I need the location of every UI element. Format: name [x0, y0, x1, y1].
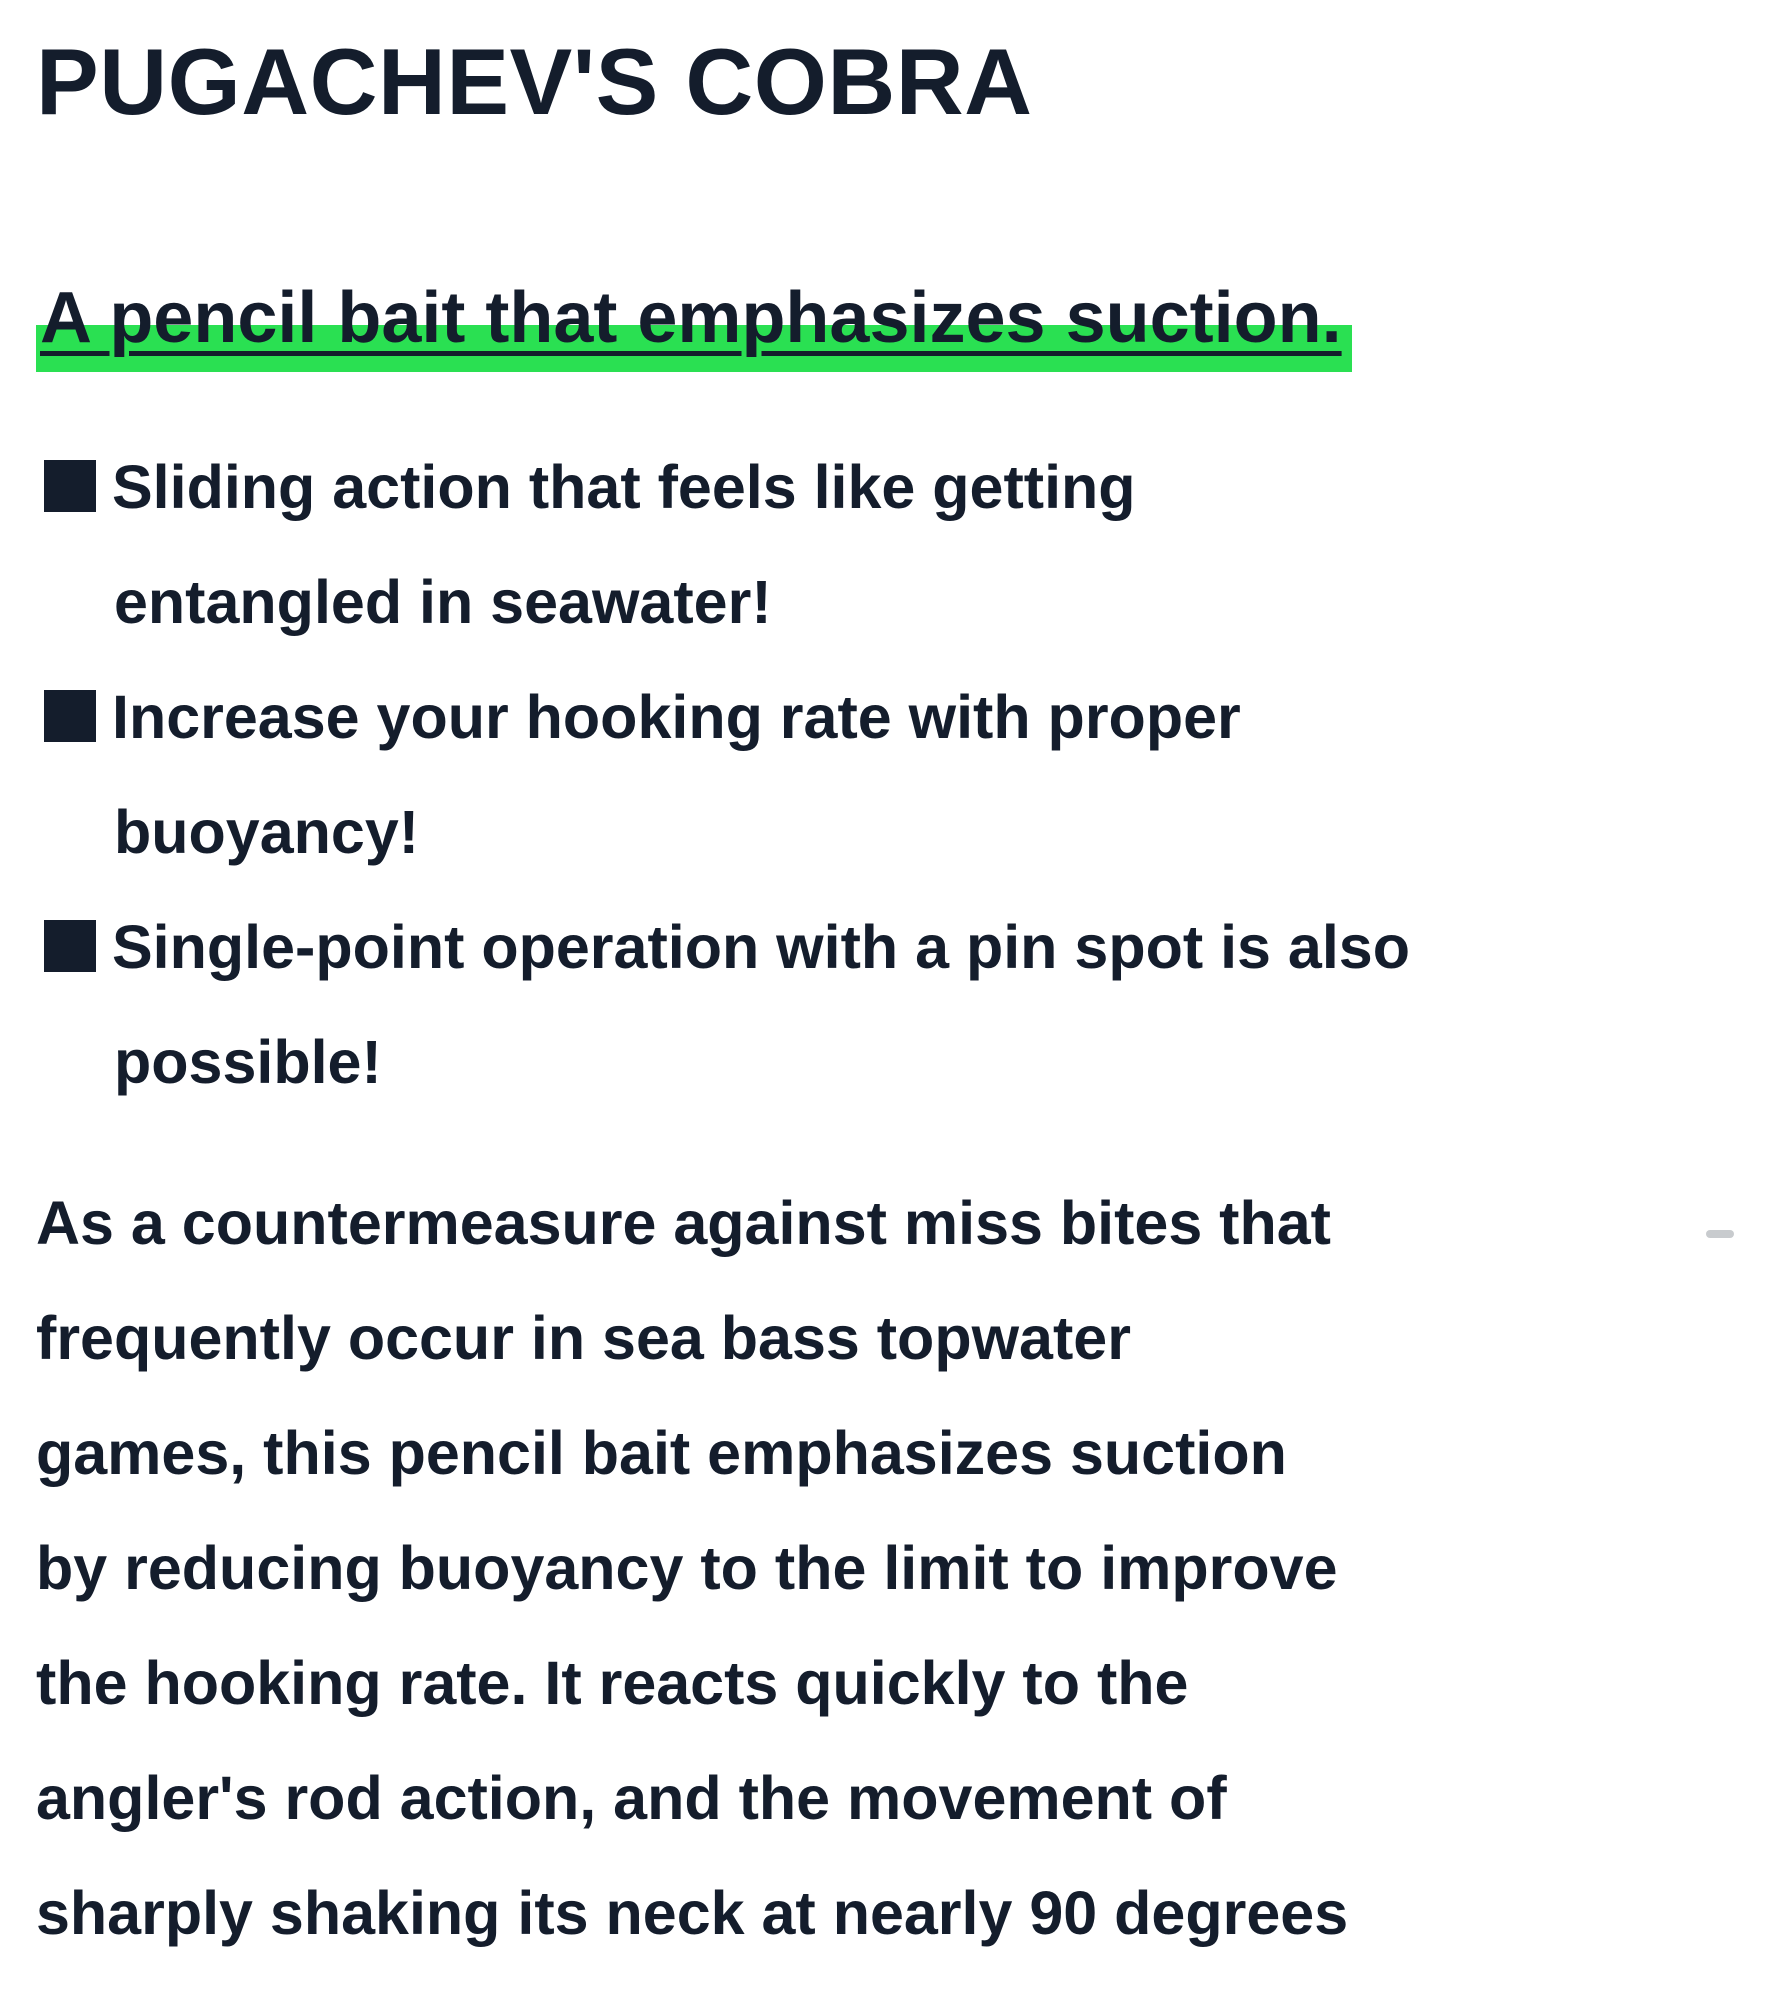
scroll-dash-artifact [1706, 1230, 1734, 1238]
feature-item [36, 430, 1746, 660]
feature-item [36, 660, 1746, 890]
product-tagline [36, 275, 1746, 361]
square-bullet-icon [44, 690, 96, 742]
feature-text: Sliding action that feels like getting entangled in seawater! [112, 452, 1136, 636]
feature-text: Single-point operation with a pin spot is also possible! [112, 912, 1410, 1096]
tagline-highlighted-text: A pencil bait that emphasizes suction. [36, 278, 1352, 372]
description-paragraph: As a countermeasure against miss bites that frequently occur in sea bass topwater games, this pencil bait emphasizes suction by reducing buoyancy to the limit to improve the hooking rate. It reacts quickly to the angler's rod action, and the movement of sharply shaking its neck at nearly 90 degrees [36, 1188, 1349, 1947]
feature-list [36, 430, 1746, 1120]
square-bullet-icon [44, 920, 96, 972]
square-bullet-icon [44, 460, 96, 512]
feature-text: Increase your hooking rate with proper buoyancy! [112, 682, 1241, 866]
page-title: PUGACHEV'S COBRA [36, 29, 1033, 134]
feature-item [36, 890, 1746, 1120]
